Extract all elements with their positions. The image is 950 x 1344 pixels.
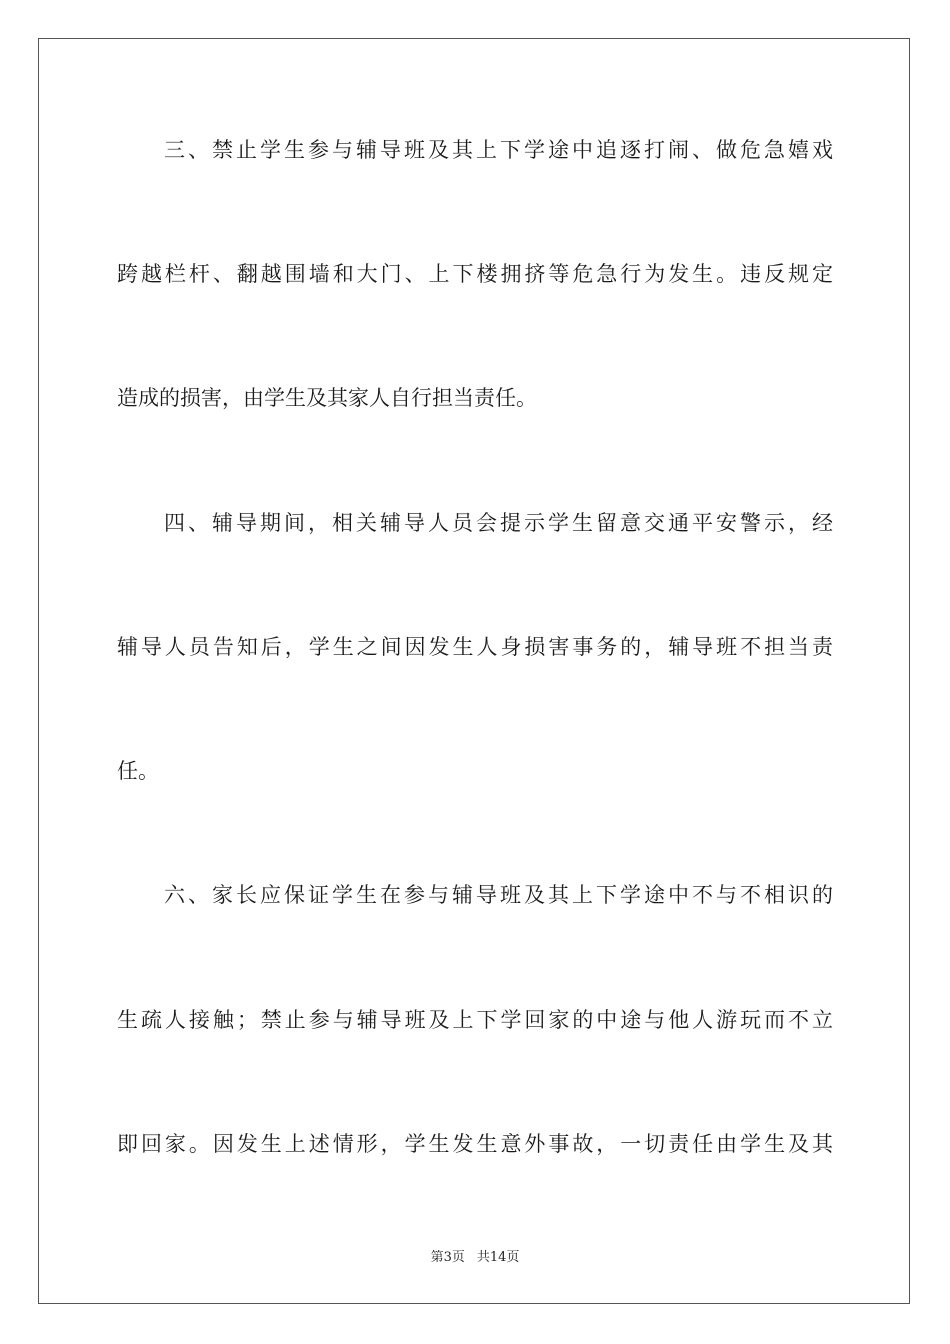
page-number: 第3页 <box>430 1250 465 1265</box>
paragraph-4-line-3: 任。 <box>117 759 159 783</box>
page-border <box>38 38 910 1304</box>
paragraph-4-line-1: 四、辅导期间，相关辅导人员会提示学生留意交通平安警示，经 <box>164 511 833 535</box>
paragraph-6-line-2: 生疏人接触；禁止参与辅导班及上下学回家的中途与他人游玩而不立 <box>117 1008 833 1032</box>
paragraph-3-line-2: 跨越栏杆、翻越围墙和大门、上下楼拥挤等危急行为发生。违反规定 <box>117 262 833 286</box>
paragraph-6-line-3: 即回家。因发生上述情形，学生发生意外事故，一切责任由学生及其 <box>117 1132 833 1156</box>
total-pages: 共14页 <box>476 1250 520 1265</box>
page-footer <box>0 1246 950 1265</box>
paragraph-3-line-1: 三、禁止学生参与辅导班及其上下学途中追逐打闹、做危急嬉戏 <box>164 138 833 162</box>
paragraph-4-line-2: 辅导人员告知后，学生之间因发生人身损害事务的，辅导班不担当责 <box>117 635 833 659</box>
paragraph-3-line-3: 造成的损害，由学生及其家人自行担当责任。 <box>117 386 537 410</box>
paragraph-6-line-1: 六、家长应保证学生在参与辅导班及其上下学途中不与不相识的 <box>164 883 833 907</box>
